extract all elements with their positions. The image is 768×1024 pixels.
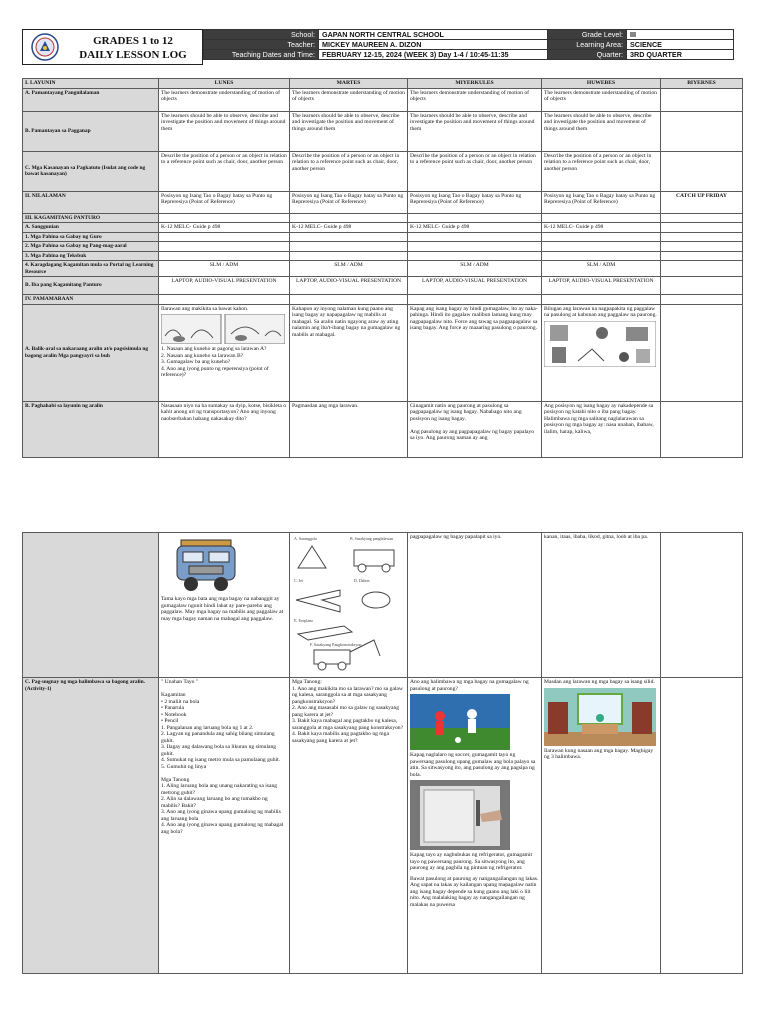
row-label: A. Sanggunian: [23, 223, 159, 233]
cell-text: Posisyon ng Isang Tao o Bagay batay sa Punto ng Repreresiya (Point of Reference): [159, 191, 290, 213]
balik-lunes-intro: Ilarawan ang makikita sa bawat kahon.: [161, 305, 249, 312]
day-martes: MARTES: [290, 79, 408, 89]
area-value: SCIENCE: [627, 40, 734, 50]
vehicle-label-f: F. Sasakyang Pangkonstraksyon: [310, 642, 362, 647]
grade-label: Grade Level:: [548, 30, 627, 40]
vehicle-label-a: A. Saranggola: [294, 536, 317, 541]
cell-text: The learners demonstrate understanding of motion of objects: [159, 88, 290, 111]
cell-text: Describe the position of a person or an object in relation to a reference point such as chair, door, another person: [159, 151, 290, 191]
day-huwebes: HUWEBES: [542, 79, 661, 89]
title-line-1: GRADES 1 to 12: [93, 35, 173, 47]
cell-text: The learners should be able to observe, describe and investigate the position and movement of things around them: [159, 111, 290, 151]
catch-up-friday: CATCH UP FRIDAY: [661, 191, 743, 213]
deped-seal-icon: [31, 33, 59, 61]
paghahabi-huwebes-cont: kanan, itaas, ibaba, likod, gitna, loob at iba pa.: [542, 533, 661, 678]
ugnay-huwebes-text: Masdan ang larawan ng mga bagay sa isang silid.: [544, 679, 655, 685]
row-portal: [23, 261, 743, 277]
dates-value: FEBRUARY 12-15, 2024 (WEEK 3) Day 1-4 / 10:45-11:35: [319, 50, 548, 60]
page-title: [63, 34, 203, 62]
paghahabi-miyerkules: Ginagamit natin ang paurong at pasulong sa pagpapagalaw ng isang bagay. Nababago nito ang posisyon ng isang bagay. Ang pasulong ay ang pagpapagalaw ng bagay papalayo sa iyo. Ang paurong naman ay ang: [408, 401, 542, 457]
row-kagamitan: [23, 213, 743, 223]
row-gabay-guro: [23, 232, 743, 242]
balik-miyerkules: Kapag ang isang bagay ay hindi gumagalaw, ito ay naka-pahinga. Hindi ito gagalaw malibun lamang kung may nagpapagalaw nito. Force ang tawag sa pagpapagalaw sa isang bagay. Ang force ay maaaring pasulong o paurong.: [408, 304, 542, 401]
soccer-picture: [410, 694, 510, 750]
paghahabi-miyerkules-cont: pagpapagalaw ng bagay papalapit sa iyo.: [408, 533, 542, 678]
row-teksbuk: [23, 251, 743, 261]
cell-text: The learners demonstrate understanding of motion of objects: [542, 88, 661, 111]
quarter-value: 3RD QUARTER: [627, 50, 734, 60]
balik-huwebes: [542, 304, 661, 401]
row-kasanayan: [23, 151, 743, 191]
day-biyernes: BIYERNES: [661, 79, 743, 89]
paghahabi-martes-cont: [290, 533, 408, 678]
vehicle-label-c: C. Jet: [294, 578, 304, 583]
info-table: [203, 29, 734, 60]
rabbit-turtle-picture: [161, 314, 285, 344]
lesson-table-page-2: [22, 532, 743, 974]
cell-text: Describe the position of a person or an object in relation to a reference point such as chair, door, another person: [408, 151, 542, 191]
row-label: 2. Mga Pahina sa Gabay ng Pang-mag-aaral: [23, 242, 159, 252]
cell-text: The learners demonstrate understanding of motion of objects: [408, 88, 542, 111]
paghahabi-lunes: Nasasaan niyo na ba sumakay sa dyip, kotse, bisikleta o kahit anong uri ng transportasyon? Ano ang inyong naobserbahan habang nakasakay dito?: [159, 401, 290, 457]
cell-text: K-12 MELC- Guide p 498: [290, 223, 408, 233]
title-line-2: DAILY LESSON LOG: [79, 49, 187, 61]
row-gabay-magaaral: [23, 242, 743, 252]
row-label: B. Pamantayan sa Pagganap: [23, 111, 159, 151]
row-label-empty: [23, 533, 159, 678]
cell-text: Describe the position of a person or an object in relation to a reference point such as chair, door, another person: [290, 151, 408, 191]
row-label: A. Balik-aral sa nakaraang aralin at/o pagsisimula ng bagong aralin Mga pangyayri sa buh: [23, 304, 159, 401]
quarter-label: Quarter:: [548, 50, 627, 60]
balik-martes: Kahapon ay inyong nalaman kung paano ang isang bagay ay napapagalaw ng mabilis at mabagal. Sa aralin natin ngayong araw ay ating nalamin ang iba't-ibang bagay na gumagalaw ng mabilis at mabagal.: [290, 304, 408, 401]
balik-lunes-questions: 1. Nasaan ang kuneho at pagong sa larawan A? 2. Nasaan ang kuneho sa larawan B? 3. Gumagalaw ba ang kuneho? 4. Ano ang iyong punto ng reperensiya (point of reference)?: [161, 346, 269, 378]
vehicles-picture: [292, 534, 404, 672]
ugnay-huwebes-instruction: Ilarawan kung nasaan ang mga bagay. Magbigay ng 3 halimbawa.: [544, 747, 654, 760]
ugnay-miyerkules-question: Ano ang halimbawa ng mga bagay na gumagalaw ng pasulong at paurong?: [410, 679, 529, 692]
empty-cell: [661, 111, 743, 151]
vehicle-label-b: B. Sasakyang panglalawan: [350, 536, 393, 541]
ugnay-miyerkules-force: Bawat pasulong at paurong ay nangangailangan ng lakas. Ang sapat na lakas ay kailangan upang mapagalaw natin ang isang bagay depende sa kung gaano ang laki o liit nito. Ang malalaking bagay ay nangangailangan ng malakas na puwersa: [410, 875, 539, 908]
cell-text: SLM / ADM: [290, 261, 408, 277]
teacher-label: Teacher:: [204, 40, 319, 50]
row-label: 1. Mga Pahina sa Gabay ng Guro: [23, 232, 159, 242]
cell-text: Posisyon ng Isang Tao o Bagay batay sa Punto ng Repreresiya (Point of Reference): [290, 191, 408, 213]
row-label: II. NILALAMAN: [23, 191, 159, 213]
row-pag-uugnay: [23, 678, 743, 974]
row-label: A. Pamantayang Pangnilalaman: [23, 88, 159, 111]
refrigerator-picture: [410, 780, 510, 850]
title-box: [22, 29, 203, 65]
jeepney-picture: [171, 536, 243, 594]
row-sanggunian: [23, 223, 743, 233]
ugnay-martes: Mga Tanong: 1. Ano ang makikita mo sa larawan? mo sa galaw ng kalesa, saranggola sa at mga sasakyang pangkonstraksyon? 2. Ano ang masasabi mo sa galaw ng sasakyang pang karera at jet? 3. Bakit kaya mabagal ang pagtakbo ng kalesa, saranggola at mga sasakyang pang konstraksyon? 4. Bakit kaya mabilis ang pagtakbo ng mga sasakyang pang karera at jet?: [290, 678, 408, 974]
ugnay-miyerkules-refrigerator: Kapag tayo ay nagbubukas ng refrigerator, gumagamit tayo ng pawersang paurong. Sa sitwasyong ito, ang paurong ay ang paghila ng pintuan ng refrigerator.: [410, 852, 533, 871]
cell-text: The learners should be able to observe, describe and investigate the position and movement of things around them: [290, 111, 408, 151]
row-paghahabi: [23, 401, 743, 457]
vehicle-label-e: E. Eroplano: [294, 618, 314, 623]
row-paghahabi-cont: [23, 533, 743, 678]
row-label: 3. Mga Pahina ng Teksbuk: [23, 251, 159, 261]
teacher-value: MICKEY MAUREEN A. DIZON: [319, 40, 548, 50]
cell-text: K-12 MELC- Guide p 498: [408, 223, 542, 233]
area-label: Learning Area:: [548, 40, 627, 50]
row-label: IV. PAMAMARAAN: [23, 295, 159, 305]
cell-text: SLM / ADM: [408, 261, 542, 277]
school-label: School:: [204, 30, 319, 40]
dates-label: Teaching Dates and Time:: [204, 50, 319, 60]
row-balik-aral: [23, 304, 743, 401]
row-label: C. Mga Kasanayan sa Pagkatuto (Isulat ang code ng bawat kasanayan): [23, 151, 159, 191]
paghahabi-lunes-text: Tama kayo mga bata ang mga bagay na nabanggit ay gumagalaw ngunit hindi lahat ay pare-pareho ang paggalaw. May mga bagay na mabilis ang paggalaw at may mga bagay naman na mabagal ang paggalaw.: [161, 596, 284, 622]
cell-text: The learners should be able to observe, describe and investigate the position and movement of things around them: [408, 111, 542, 151]
paghahabi-lunes-cont: [159, 533, 290, 678]
ugnay-lunes: " Unahan Tayo " Kagamitan • 2 maliit na bola • Panarula • Notebook • Pencil 1. Pangalanan ang laruang bola ng 1 at 2. 2. Lagyan ng panandula ang sahig bilang simulang guhit. 3. Ilagay ang dalawang bola sa likuran ng simulang guhit. 4. Sumukat ng isang metro mula sa pamulaang guhit. 5. Gumuhit ng linya Mga Tanong 1. Aling laruang bola ang unang nakarating sa isang metrong guhit? 2. Alin sa dalawang laruang bo ang tumakbo ng mabilis? Bakit? 3. Ano ang iyong ginawa upang gumalong ng mabilis ang laruang bola 4. Ano ang iyong ginawa upang gumalong ng mabagal ang bola?: [159, 678, 290, 974]
cell-text: LAPTOP, AUDIO-VISUAL PRESENTATION: [542, 277, 661, 295]
pushing-pulling-picture: [544, 321, 656, 367]
ugnay-miyerkules: [408, 678, 542, 974]
cell-text: Describe the position of a person or an object in relation to a reference point such as chair, door, another person: [542, 151, 661, 191]
row-label: III. KAGAMITANG PANTURO: [23, 213, 159, 223]
ugnay-huwebes: [542, 678, 661, 974]
cell-text: Posisyon ng Isang Tao o Bagay batay sa Punto ng Repreresiya (Point of Reference): [408, 191, 542, 213]
row-pamamaraan: [23, 295, 743, 305]
ugnay-miyerkules-soccer: Kapag naglalaro ng soccer, gumagamit tayo ng pawersang pasulong upang gumalaw ang bola palayo sa atin. Sa sitwasyong ito, ang pasulong ay ang pagsipa ng bola.: [410, 752, 536, 778]
cell-text: LAPTOP, AUDIO-VISUAL PRESENTATION: [159, 277, 290, 295]
row-pamantayang-pangnilalaman: [23, 88, 743, 111]
cell-text: K-12 MELC- Guide p 498: [542, 223, 661, 233]
vehicle-label-d: D. Dahon: [354, 578, 370, 583]
empty-cell: [661, 151, 743, 191]
section-layunin: I. LAYUNIN: [23, 79, 159, 89]
cell-text: The learners should be able to observe, describe and investigate the position and movement of things around them: [542, 111, 661, 151]
row-iba-pang-kagamitan: [23, 277, 743, 295]
balik-huwebes-text: Bilugan ang larawan na nagpapakita ng paggalaw na pasulong at kabunan ang paggalaw na paurong.: [544, 305, 657, 318]
row-label: C. Pag-uugnay ng mga halimbawa sa bagong aralin. (Activity-1): [23, 678, 159, 974]
cell-text: LAPTOP, AUDIO-VISUAL PRESENTATION: [408, 277, 542, 295]
cell-text: SLM / ADM: [542, 261, 661, 277]
cell-text: Posisyon ng Isang Tao o Bagay batay sa Punto ng Repreresiya (Point of Reference): [542, 191, 661, 213]
paghahabi-martes: Pagmasdan ang mga larawan.: [290, 401, 408, 457]
school-value: GAPAN NORTH CENTRAL SCHOOL: [319, 30, 548, 40]
grade-value: III: [627, 30, 734, 40]
row-pamantayan-pagganap: [23, 111, 743, 151]
paghahabi-huwebes: Ang posisyon ng isang bagay ay nakadepende sa posisyon ng katabi nito o iba pang bagay. Halimbawa ng mga salitang naglalarawan sa posisyon ng mga bagay ay: nasa unahan, ibabaw, ilalim, harap, kaliwa,: [542, 401, 661, 457]
room-picture: [544, 688, 656, 746]
cell-text: The learners demonstrate understanding of motion of objects: [290, 88, 408, 111]
empty-cell: [661, 88, 743, 111]
cell-text: SLM / ADM: [159, 261, 290, 277]
cell-text: K-12 MELC- Guide p 498: [159, 223, 290, 233]
row-label: B. Paghahabi sa layunin ng aralin: [23, 401, 159, 457]
cell-text: LAPTOP, AUDIO-VISUAL PRESENTATION: [290, 277, 408, 295]
day-lunes: LUNES: [159, 79, 290, 89]
row-label: B. Iba pang Kagamitang Panturo: [23, 277, 159, 295]
row-nilalaman: [23, 191, 743, 213]
day-miyerkules: MIYERKULES: [408, 79, 542, 89]
row-label: 4. Karagdagang Kagamitan mula sa Portal ng Learning Resource: [23, 261, 159, 277]
day-header-row: [23, 79, 743, 89]
lesson-table-page-1: [22, 78, 743, 458]
balik-lunes: [159, 304, 290, 401]
